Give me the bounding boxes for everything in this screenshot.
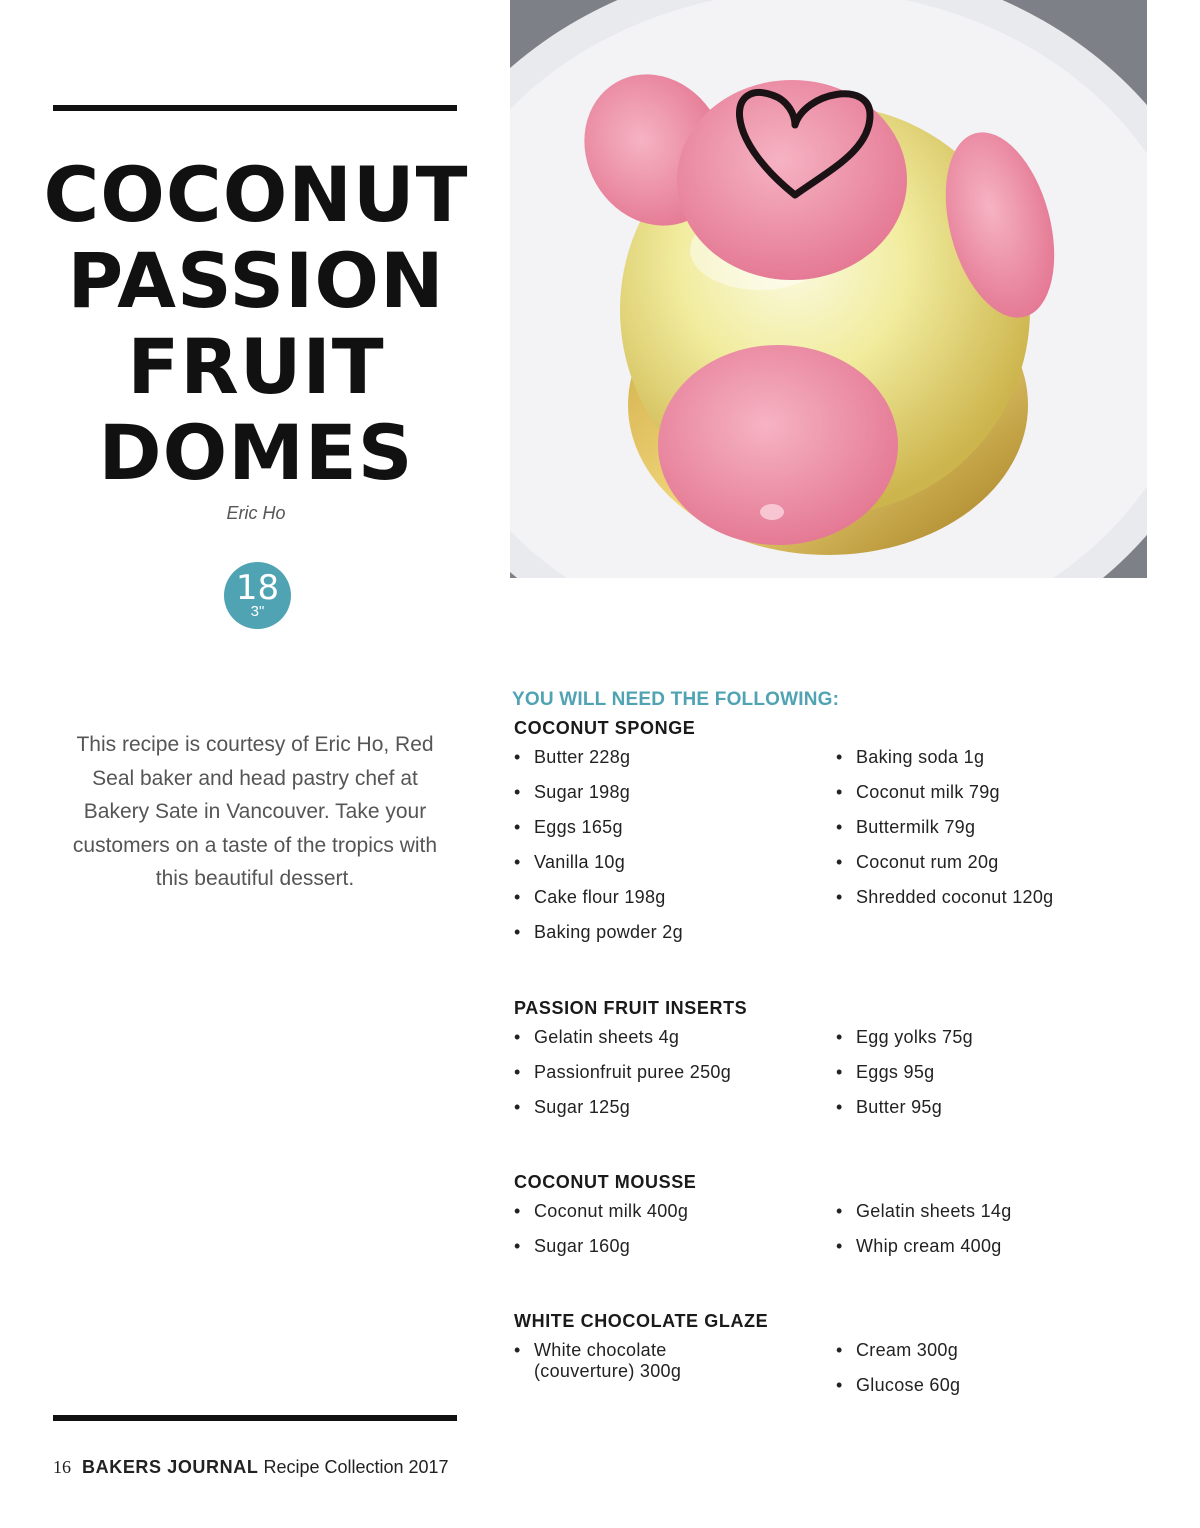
yield-badge [224, 562, 291, 629]
section-title: PASSION FRUIT INSERTS [514, 998, 748, 1018]
section-coconut-mousse [514, 1172, 1134, 1256]
dessert-photo [510, 0, 1147, 578]
ingredient-item: • Egg yolks 75g [836, 1027, 1136, 1048]
page-footer [53, 1457, 449, 1478]
issue-name: Recipe Collection 2017 [263, 1457, 449, 1477]
title-line: PASSION [67, 236, 445, 325]
section-coconut-sponge [514, 718, 1134, 942]
ingredient-item: • Glucose 60g [836, 1375, 1136, 1396]
section-white-chocolate-glaze [514, 1311, 1134, 1395]
title-line: COCONUT [43, 150, 469, 239]
bottom-rule [53, 1415, 457, 1421]
title-line: FRUIT [127, 322, 385, 411]
ingredient-item: • Baking powder 2g [514, 922, 814, 943]
ingredient-item: • Shredded coconut 120g [836, 887, 1136, 908]
ingredient-item: • Passionfruit puree 250g [514, 1062, 814, 1083]
ingredient-item: • Eggs 165g [514, 817, 814, 838]
page-number: 16 [53, 1457, 71, 1477]
ingredient-item: • Cream 300g [836, 1340, 1136, 1361]
ingredient-item: • Coconut rum 20g [836, 852, 1136, 873]
ingredient-item: • Coconut milk 79g [836, 782, 1136, 803]
ingredient-item: • Butter 228g [514, 747, 814, 768]
ingredient-item: • Gelatin sheets 14g [836, 1201, 1136, 1222]
ingredient-item: • Coconut milk 400g [514, 1201, 814, 1222]
ingredient-item: • Butter 95g [836, 1097, 1136, 1118]
recipe-title [40, 152, 472, 496]
section-title: COCONUT MOUSSE [514, 1172, 697, 1192]
yield-size: 3" [250, 603, 265, 620]
section-passion-fruit-inserts [514, 998, 1134, 1117]
ingredient-item: • Baking soda 1g [836, 747, 1136, 768]
ingredient-item: • White chocolate (couverture) 300g [514, 1340, 724, 1382]
yield-count: 18 [235, 568, 280, 608]
section-title: WHITE CHOCOLATE GLAZE [514, 1311, 769, 1331]
ingredient-item: • Sugar 125g [514, 1097, 814, 1118]
section-title: COCONUT SPONGE [514, 718, 696, 738]
ingredient-item: • Gelatin sheets 4g [514, 1027, 814, 1048]
magazine-name: BAKERS JOURNAL [82, 1457, 259, 1477]
ingredient-item: • Sugar 160g [514, 1236, 814, 1257]
ingredient-item: • Whip cream 400g [836, 1236, 1136, 1257]
ingredient-item: • Cake flour 198g [514, 887, 814, 908]
intro-paragraph: This recipe is courtesy of Eric Ho, Red Seal baker and head pastry chef at Bakery Sate in Vancouver. Take your customers on a taste of the tropics with this beautiful dessert. [72, 733, 438, 891]
ingredient-item: • Eggs 95g [836, 1062, 1136, 1083]
top-rule [53, 105, 457, 111]
ingredient-item: • Buttermilk 79g [836, 817, 1136, 838]
ingredient-item: • Sugar 198g [514, 782, 814, 803]
author-byline: Eric Ho [226, 503, 286, 523]
title-line: DOMES [98, 408, 414, 497]
ingredient-item: • Vanilla 10g [514, 852, 814, 873]
ingredients-heading: YOU WILL NEED THE FOLLOWING: [512, 689, 840, 710]
